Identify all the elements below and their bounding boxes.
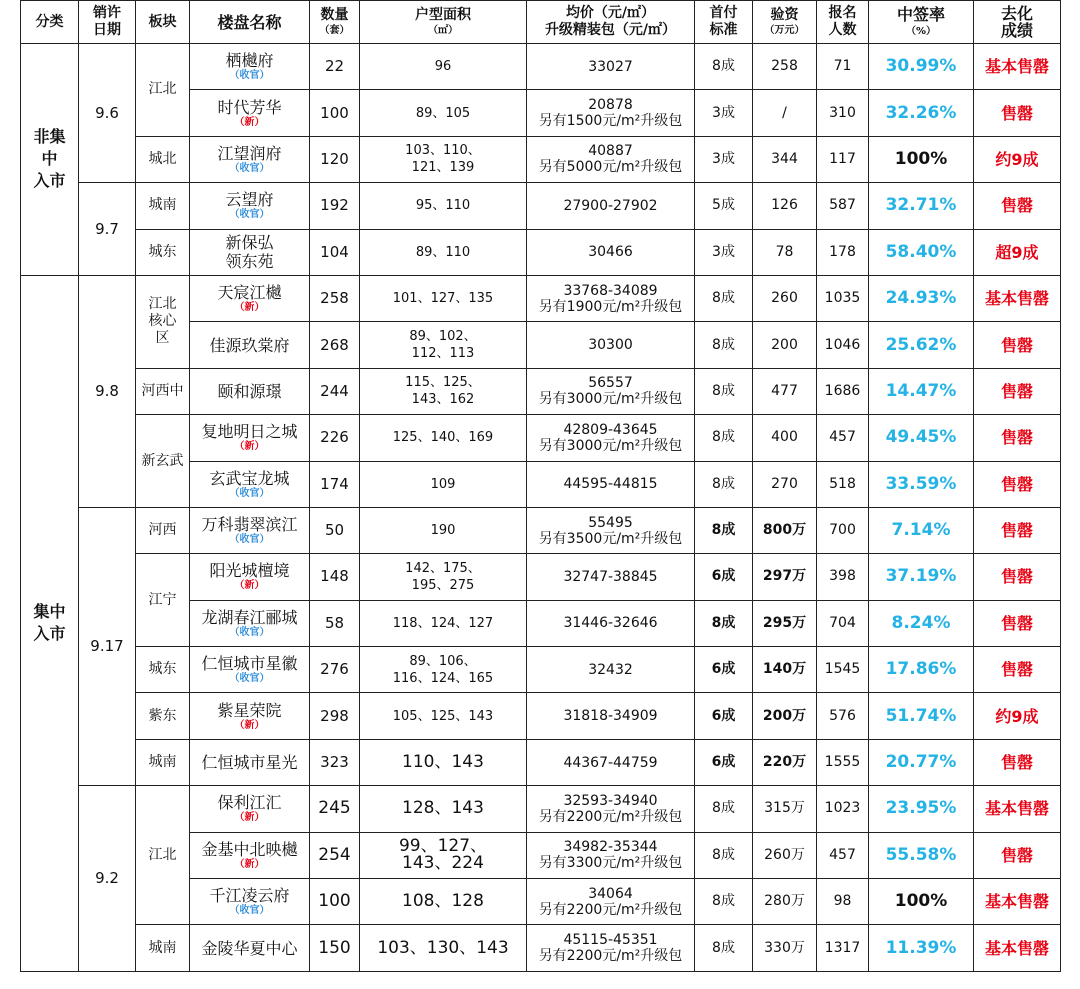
result-cell: 基本售罄 [974,44,1061,90]
project-name: 仁恒城市星光 [201,753,298,773]
new-tag: （新） [234,812,265,824]
down-payment-cell: 8成 [695,415,753,461]
price-cell [527,136,695,182]
price-cell [527,461,695,507]
project-name: 时代芳华 [217,97,282,117]
license-date-cell: 9.6 [79,44,136,183]
table-row [21,183,1061,229]
down-payment-cell: 8成 [695,461,753,507]
quantity-cell: 22 [310,44,360,90]
result-cell: 基本售罄 [974,879,1061,925]
quantity-cell: 323 [310,739,360,785]
price-value: 27900-27902 [563,197,658,214]
area-cell: 101、127、135 [360,275,527,321]
price-cell [527,879,695,925]
area-cell: 99、127、 143、224 [360,832,527,878]
new-tag: （新） [234,719,265,731]
price-cell [527,925,695,971]
result-cell: 售罄 [974,600,1061,646]
license-date-cell: 9.7 [79,183,136,276]
win-rate-cell: 100% [869,136,974,182]
quantity-cell: 245 [310,786,360,832]
result-cell: 超9成 [974,229,1061,275]
upgrade-package: 另有2200元/m²升级包 [538,808,683,825]
down-payment-cell: 8成 [695,275,753,321]
project-name: 佳源玖棠府 [209,335,290,355]
price-value: 31818-34909 [563,708,658,725]
price-cell [527,90,695,136]
applicants-cell: 457 [817,415,869,461]
down-payment-cell: 8成 [695,832,753,878]
quantity-cell: 276 [310,647,360,693]
quantity-cell: 58 [310,600,360,646]
price-cell [527,183,695,229]
quantity-cell: 244 [310,368,360,414]
project-name: 复地明日之城 [201,422,298,442]
license-date-cell: 9.2 [79,786,136,972]
block-cell: 紫东 [136,693,190,739]
project-cell [190,693,310,739]
price-value: 34982-35344 [563,839,658,856]
table-row [21,275,1061,321]
project-cell [190,600,310,646]
down-payment-cell: 6成 [695,647,753,693]
category-cell: 集中 入市 [21,275,79,971]
project-name: 万科翡翠滨江 [201,515,298,535]
license-date-cell: 9.8 [79,275,136,507]
down-payment-cell: 8成 [695,600,753,646]
price-cell [527,554,695,600]
new-tag: （新） [234,116,265,128]
capital-cell: / [753,90,817,136]
applicants-cell: 1023 [817,786,869,832]
quantity-cell: 150 [310,925,360,971]
result-cell: 约9成 [974,693,1061,739]
area-cell: 103、130、143 [360,925,527,971]
win-rate-cell: 55.58% [869,832,974,878]
area-cell: 105、125、143 [360,693,527,739]
area-cell: 142、175、 195、275 [360,554,527,600]
quantity-cell: 298 [310,693,360,739]
result-cell: 售罄 [974,90,1061,136]
project-cell [190,832,310,878]
quantity-cell: 258 [310,275,360,321]
applicants-cell: 310 [817,90,869,136]
applicants-cell: 1317 [817,925,869,971]
quantity-cell: 100 [310,90,360,136]
area-cell: 110、143 [360,739,527,785]
new-tag: （新） [234,580,265,592]
closing-tag: （收官） [229,626,270,638]
capital-cell: 220万 [753,739,817,785]
block-cell: 江北 核心 区 [136,275,190,368]
project-name: 阳光城檀境 [209,561,290,581]
new-tag: （新） [234,858,265,870]
project-name: 保利江汇 [217,793,282,813]
capital-cell: 295万 [753,600,817,646]
project-cell [190,90,310,136]
price-value: 42809-43645 [563,421,658,438]
quantity-cell: 254 [310,832,360,878]
block-cell: 城南 [136,739,190,785]
project-name: 云望府 [225,190,274,210]
price-value: 32593-34940 [563,792,658,809]
header-capital: 验资 （万元） [753,1,817,44]
price-value: 40887 [588,143,633,160]
capital-cell: 78 [753,229,817,275]
project-cell [190,322,310,368]
win-rate-cell: 14.47% [869,368,974,414]
quantity-cell: 192 [310,183,360,229]
price-cell [527,275,695,321]
upgrade-package: 另有5000元/m²升级包 [538,159,683,176]
win-rate-cell: 49.45% [869,415,974,461]
result-cell: 售罄 [974,739,1061,785]
header-win-rate: 中签率 （%） [869,1,974,44]
upgrade-package: 另有3000元/m²升级包 [538,437,683,454]
area-cell: 128、143 [360,786,527,832]
applicants-cell: 587 [817,183,869,229]
capital-cell: 330万 [753,925,817,971]
project-name: 紫星荣院 [217,700,282,720]
result-cell: 售罄 [974,647,1061,693]
price-value: 31446-32646 [563,615,658,632]
project-name: 金基中北映樾 [201,839,298,859]
block-cell: 城东 [136,229,190,275]
project-cell [190,647,310,693]
project-name: 栖樾府 [225,51,274,71]
license-date-cell: 9.17 [79,507,136,785]
price-value: 33027 [588,58,633,75]
down-payment-cell: 3成 [695,229,753,275]
down-payment-cell: 8成 [695,507,753,553]
win-rate-cell: 100% [869,879,974,925]
down-payment-cell: 8成 [695,44,753,90]
upgrade-package: 另有3000元/m²升级包 [538,391,683,408]
win-rate-cell: 58.40% [869,229,974,275]
header-applicants: 报名 人数 [817,1,869,44]
result-cell: 基本售罄 [974,786,1061,832]
table-row [21,507,1061,553]
capital-cell: 258 [753,44,817,90]
block-cell: 城北 [136,136,190,182]
price-cell [527,832,695,878]
header-license-date: 销许 日期 [79,1,136,44]
block-cell: 城东 [136,647,190,693]
project-cell [190,415,310,461]
result-cell: 售罄 [974,368,1061,414]
block-cell: 江宁 [136,554,190,647]
header-project: 楼盘名称 [190,1,310,44]
area-cell: 115、125、 143、162 [360,368,527,414]
project-cell [190,461,310,507]
area-cell: 95、110 [360,183,527,229]
applicants-cell: 1035 [817,275,869,321]
area-cell: 109 [360,461,527,507]
table-row [21,136,1061,182]
applicants-cell: 1545 [817,647,869,693]
upgrade-package: 另有3500元/m²升级包 [538,530,683,547]
closing-tag: （收官） [229,673,270,685]
price-value: 32432 [588,661,633,678]
quantity-cell: 268 [310,322,360,368]
project-name: 江望润府 [217,143,282,163]
table-row [21,368,1061,414]
price-cell [527,647,695,693]
quantity-cell: 120 [310,136,360,182]
header-quantity: 数量 （套） [310,1,360,44]
applicants-cell: 1046 [817,322,869,368]
win-rate-cell: 32.71% [869,183,974,229]
applicants-cell: 71 [817,44,869,90]
upgrade-package: 另有2200元/m²升级包 [538,948,683,965]
price-value: 34064 [588,885,633,902]
win-rate-cell: 23.95% [869,786,974,832]
closing-tag: （收官） [229,162,270,174]
applicants-cell: 1686 [817,368,869,414]
table-row [21,229,1061,275]
header-result: 去化 成绩 [974,1,1061,44]
block-cell: 江北 [136,44,190,137]
down-payment-cell: 6成 [695,693,753,739]
price-cell [527,739,695,785]
capital-cell: 800万 [753,507,817,553]
result-cell: 约9成 [974,136,1061,182]
down-payment-cell: 8成 [695,879,753,925]
housing-lottery-table [20,0,1061,972]
quantity-cell: 174 [310,461,360,507]
down-payment-cell: 8成 [695,786,753,832]
price-cell [527,44,695,90]
area-cell: 89、110 [360,229,527,275]
closing-tag: （收官） [229,70,270,82]
down-payment-cell: 3成 [695,90,753,136]
capital-cell: 477 [753,368,817,414]
price-cell [527,229,695,275]
quantity-cell: 50 [310,507,360,553]
header-row [21,1,1061,44]
area-cell: 190 [360,507,527,553]
win-rate-cell: 25.62% [869,322,974,368]
price-value: 30466 [588,244,633,261]
table-row [21,44,1061,90]
closing-tag: （收官） [229,905,270,917]
project-name: 千江凌云府 [209,886,290,906]
win-rate-cell: 7.14% [869,507,974,553]
price-value: 32747-38845 [563,568,658,585]
applicants-cell: 398 [817,554,869,600]
result-cell: 售罄 [974,507,1061,553]
table-row [21,786,1061,832]
price-cell [527,786,695,832]
win-rate-cell: 32.26% [869,90,974,136]
price-value: 33768-34089 [563,282,658,299]
win-rate-cell: 20.77% [869,739,974,785]
block-cell: 城南 [136,925,190,971]
project-name: 金陵华夏中心 [201,938,298,958]
area-cell: 89、105 [360,90,527,136]
result-cell: 基本售罄 [974,925,1061,971]
header-category: 分类 [21,1,79,44]
area-cell: 89、102、 112、113 [360,322,527,368]
quantity-cell: 104 [310,229,360,275]
price-cell [527,322,695,368]
applicants-cell: 518 [817,461,869,507]
capital-cell: 200 [753,322,817,368]
down-payment-cell: 3成 [695,136,753,182]
down-payment-cell: 8成 [695,368,753,414]
project-cell [190,786,310,832]
project-cell [190,879,310,925]
down-payment-cell: 8成 [695,925,753,971]
price-value: 20878 [588,97,633,114]
applicants-cell: 457 [817,832,869,878]
capital-cell: 344 [753,136,817,182]
upgrade-package: 另有3300元/m²升级包 [538,855,683,872]
area-cell: 96 [360,44,527,90]
capital-cell: 400 [753,415,817,461]
win-rate-cell: 17.86% [869,647,974,693]
applicants-cell: 700 [817,507,869,553]
table-row [21,415,1061,461]
area-cell: 103、110、 121、139 [360,136,527,182]
project-cell [190,554,310,600]
project-cell [190,925,310,971]
area-cell: 118、124、127 [360,600,527,646]
project-cell [190,136,310,182]
area-cell: 89、106、 116、124、165 [360,647,527,693]
closing-tag: （收官） [229,534,270,546]
win-rate-cell: 51.74% [869,693,974,739]
project-name: 仁恒城市星徽 [201,654,298,674]
quantity-cell: 226 [310,415,360,461]
closing-tag: （收官） [229,487,270,499]
table-row [21,739,1061,785]
down-payment-cell: 6成 [695,739,753,785]
header-block: 板块 [136,1,190,44]
capital-cell: 126 [753,183,817,229]
win-rate-cell: 30.99% [869,44,974,90]
project-cell [190,229,310,275]
upgrade-package: 另有2200元/m²升级包 [538,901,683,918]
applicants-cell: 704 [817,600,869,646]
win-rate-cell: 24.93% [869,275,974,321]
result-cell: 售罄 [974,832,1061,878]
win-rate-cell: 37.19% [869,554,974,600]
price-value: 45115-45351 [563,932,658,949]
win-rate-cell: 11.39% [869,925,974,971]
price-cell [527,507,695,553]
header-area: 户型面积 （㎡） [360,1,527,44]
table-row [21,693,1061,739]
result-cell: 基本售罄 [974,275,1061,321]
block-cell: 新玄武 [136,415,190,508]
price-value: 55495 [588,514,633,531]
capital-cell: 140万 [753,647,817,693]
price-cell [527,600,695,646]
price-cell [527,415,695,461]
applicants-cell: 98 [817,879,869,925]
project-name: 新保弘 领东苑 [225,233,274,272]
area-cell: 108、128 [360,879,527,925]
quantity-cell: 148 [310,554,360,600]
block-cell: 河西中 [136,368,190,414]
down-payment-cell: 6成 [695,554,753,600]
applicants-cell: 576 [817,693,869,739]
project-cell [190,507,310,553]
project-cell [190,275,310,321]
block-cell: 江北 [136,786,190,925]
upgrade-package: 另有1500元/m²升级包 [538,113,683,130]
closing-tag: （收官） [229,209,270,221]
capital-cell: 315万 [753,786,817,832]
header-price: 均价（元/㎡） 升级精装包（元/㎡） [527,1,695,44]
project-cell [190,739,310,785]
header-down-payment: 首付 标准 [695,1,753,44]
upgrade-package: 另有1900元/m²升级包 [538,298,683,315]
table-row [21,925,1061,971]
result-cell: 售罄 [974,554,1061,600]
down-payment-cell: 8成 [695,322,753,368]
result-cell: 售罄 [974,183,1061,229]
price-value: 44595-44815 [563,476,658,493]
capital-cell: 260 [753,275,817,321]
project-name: 天宸江樾 [217,283,282,303]
quantity-cell: 100 [310,879,360,925]
capital-cell: 280万 [753,879,817,925]
area-cell: 125、140、169 [360,415,527,461]
price-value: 30300 [588,337,633,354]
result-cell: 售罄 [974,322,1061,368]
win-rate-cell: 33.59% [869,461,974,507]
applicants-cell: 117 [817,136,869,182]
project-cell [190,183,310,229]
applicants-cell: 1555 [817,739,869,785]
project-name: 颐和源璟 [217,381,282,401]
price-value: 44367-44759 [563,754,658,771]
applicants-cell: 178 [817,229,869,275]
capital-cell: 200万 [753,693,817,739]
project-name: 龙湖春江郦城 [201,607,298,627]
capital-cell: 297万 [753,554,817,600]
project-name: 玄武宝龙城 [209,468,290,488]
new-tag: （新） [234,302,265,314]
price-cell [527,368,695,414]
category-cell: 非集 中 入市 [21,44,79,276]
block-cell: 城南 [136,183,190,229]
price-value: 56557 [588,375,633,392]
down-payment-cell: 5成 [695,183,753,229]
block-cell: 河西 [136,507,190,553]
win-rate-cell: 8.24% [869,600,974,646]
table-row [21,647,1061,693]
project-cell [190,44,310,90]
table-row [21,554,1061,600]
price-cell [527,693,695,739]
capital-cell: 270 [753,461,817,507]
result-cell: 售罄 [974,461,1061,507]
capital-cell: 260万 [753,832,817,878]
project-cell [190,368,310,414]
new-tag: （新） [234,441,265,453]
result-cell: 售罄 [974,415,1061,461]
